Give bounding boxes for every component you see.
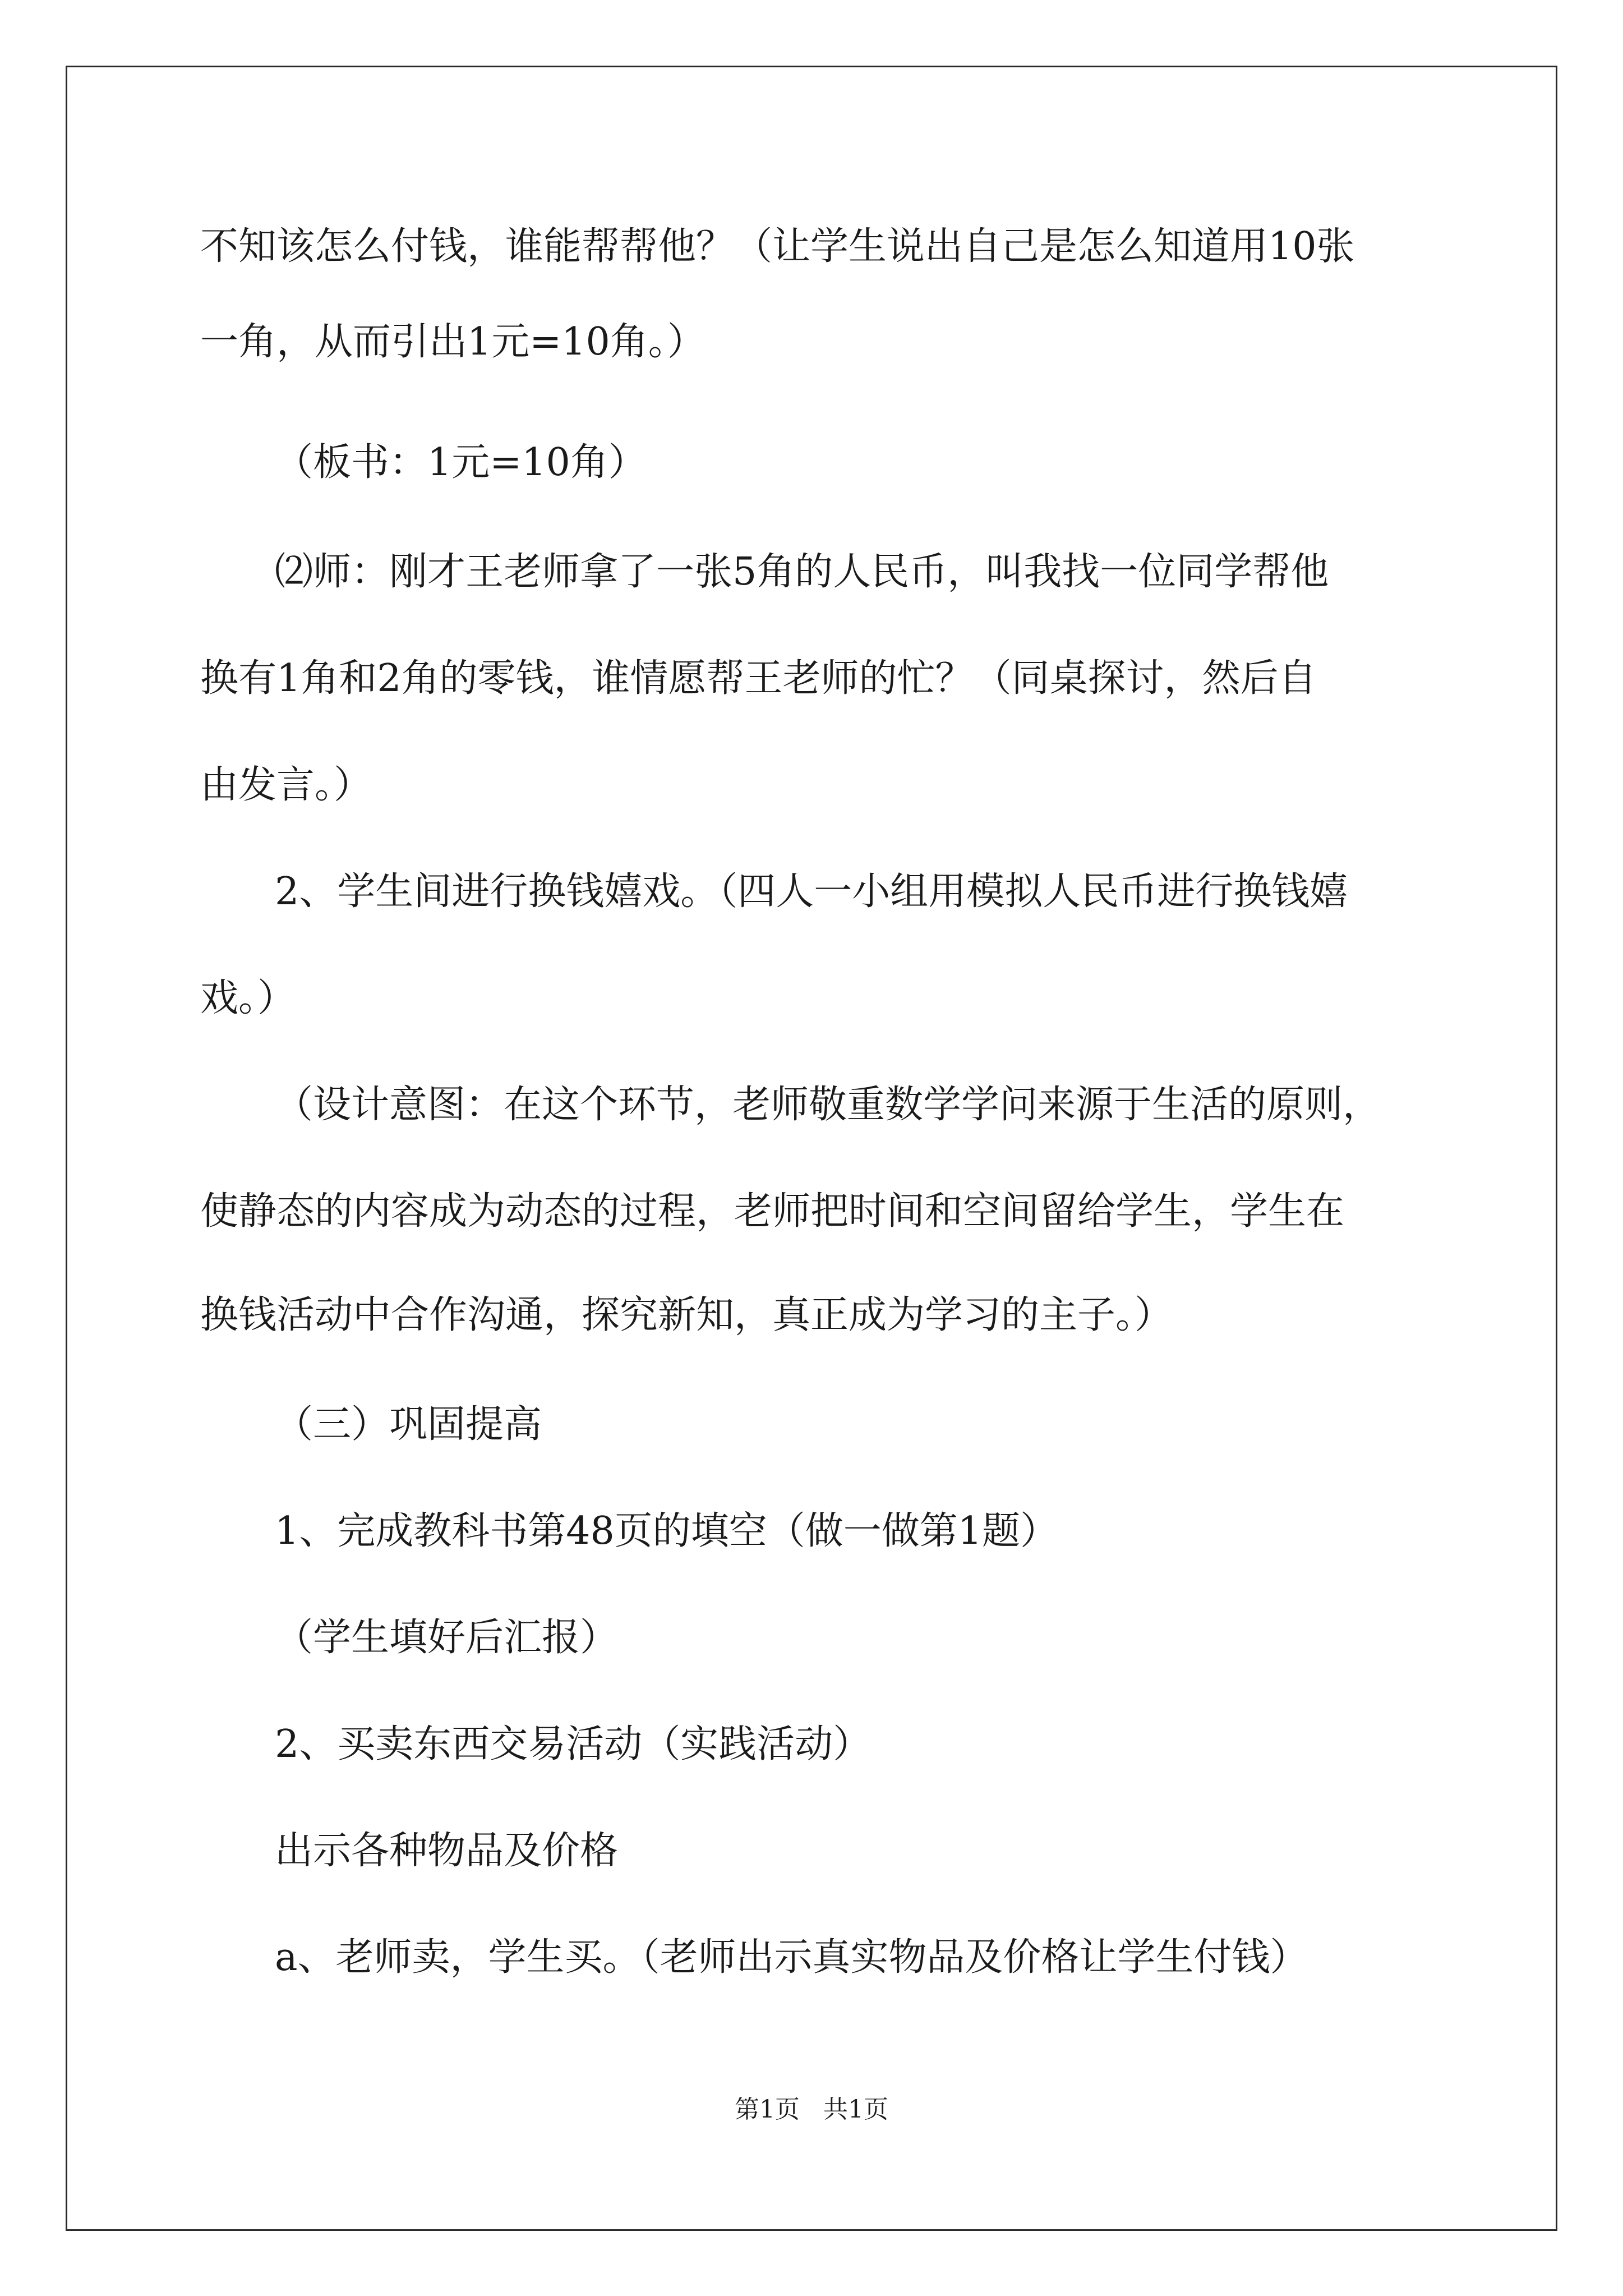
text-line-11: 换钱活动中合作沟通，探究新知，真正成为学习的主子。） bbox=[200, 1293, 1173, 1337]
text-line-6: 由发言。） bbox=[200, 763, 372, 807]
text-line-14: （学生填好后汇报） bbox=[275, 1616, 619, 1660]
text-line-2: 一角，从而引出1元=10角。） bbox=[200, 320, 706, 364]
text-line-13: 1、完成教科书第48页的填空（做一做第1题） bbox=[275, 1509, 1059, 1553]
text-line-7: 2、学生间进行换钱嬉戏。（四人一小组用模拟人民币进行换钱嬉 bbox=[275, 869, 1348, 914]
text-line-3: （板书：1元=10角） bbox=[275, 440, 647, 485]
page-footer: 第1页 共1页 bbox=[735, 2095, 888, 2124]
page-border bbox=[66, 66, 1557, 2231]
text-line-15: 2、买卖东西交易活动（实践活动） bbox=[275, 1722, 872, 1766]
text-line-1: 不知该怎么付钱，谁能帮帮他？（让学生说出自己是怎么知道用10张 bbox=[200, 224, 1355, 269]
text-line-5: 换有1角和2角的零钱，谁情愿帮王老师的忙？（同桌探讨，然后自 bbox=[200, 656, 1317, 701]
text-line-16: 出示各种物品及价格 bbox=[275, 1829, 619, 1873]
text-line-4: ⑵师：刚才王老师拿了一张5角的人民币，叫我找一位同学帮他 bbox=[275, 550, 1329, 594]
text-line-10: 使静态的内容成为动态的过程，老师把时间和空间留给学生，学生在 bbox=[200, 1189, 1345, 1234]
text-line-17: a、老师卖，学生买。（老师出示真实物品及价格让学生付钱） bbox=[275, 1935, 1308, 1980]
text-line-12: （三）巩固提高 bbox=[275, 1402, 542, 1447]
text-line-8: 戏。） bbox=[200, 976, 296, 1020]
text-line-9: （设计意图：在这个环节，老师敬重数学学问来源于生活的原则， bbox=[275, 1083, 1381, 1127]
